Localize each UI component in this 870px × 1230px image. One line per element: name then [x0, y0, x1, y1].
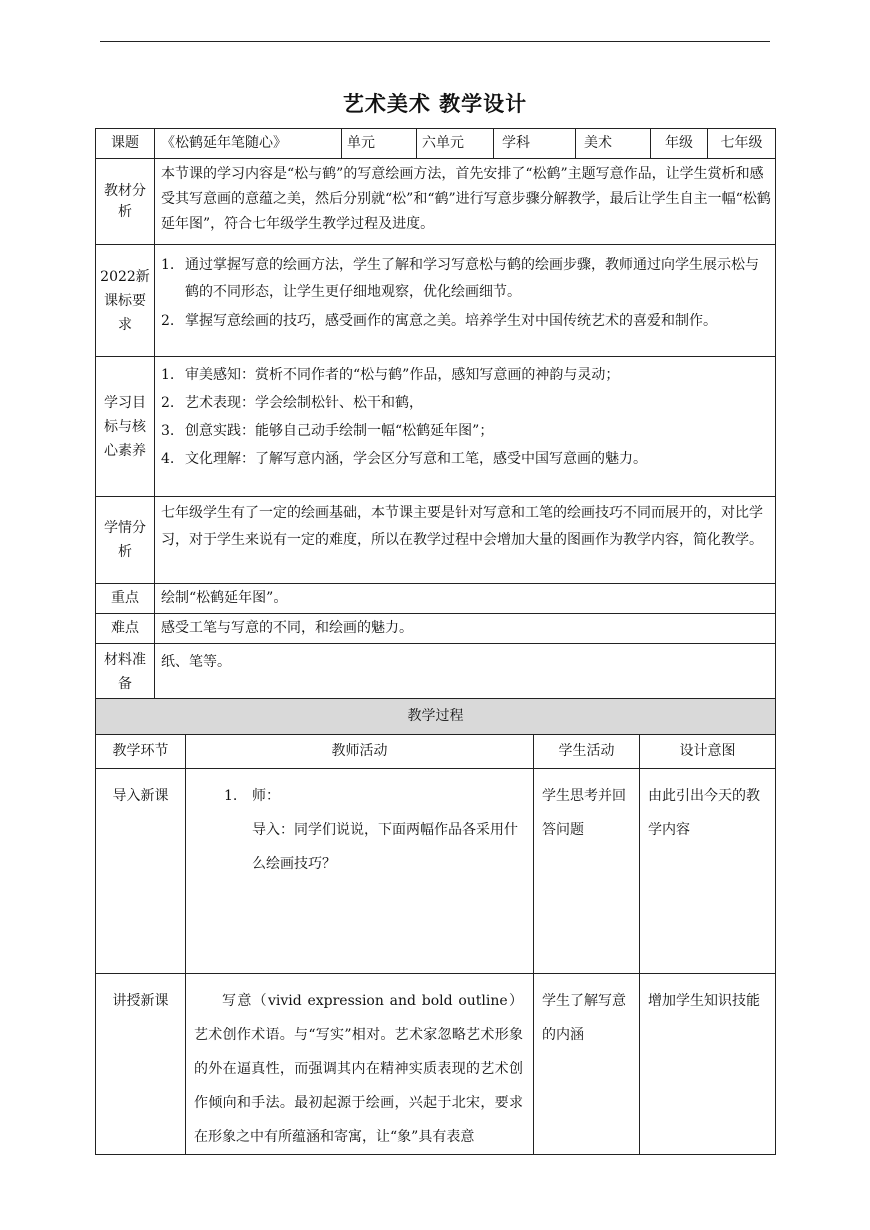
- teacher-text: 导入：同学们说说，下面两幅作品各采用什么绘画技巧？: [252, 822, 518, 872]
- column-header: 设计意图: [640, 735, 776, 769]
- item-number: 2.: [161, 313, 175, 329]
- objectives-cell: [155, 357, 776, 497]
- teacher-activity-block: [186, 769, 533, 881]
- process-title: 教学过程: [96, 699, 776, 735]
- column-header: 学生活动: [534, 735, 640, 769]
- topic-label: 课题: [96, 129, 155, 159]
- standards-label: 2022新课标要求: [96, 245, 155, 357]
- student-activity-cell: 学生思考并回答问题: [534, 769, 640, 974]
- materials-label: 材料准备: [96, 644, 155, 700]
- lesson-info-table: [95, 128, 776, 700]
- process-header-row: [96, 735, 776, 769]
- key-point-row: [96, 584, 776, 614]
- item-number: 1.: [161, 257, 175, 273]
- column-header: 教师活动: [186, 735, 534, 769]
- table-row: [96, 974, 776, 1155]
- standards-cell: [155, 245, 776, 357]
- process-title-row: [96, 699, 776, 735]
- item-number: 1.: [224, 788, 238, 804]
- table-row: [96, 769, 776, 974]
- list-item: [161, 445, 771, 473]
- material-analysis-row: [96, 159, 776, 245]
- teaching-process-table: [95, 698, 776, 1155]
- grade-label: 年级: [651, 129, 708, 159]
- subject-value: 美术: [576, 129, 651, 159]
- list-item: [161, 417, 771, 445]
- unit-label: 单元: [342, 129, 417, 159]
- unit-value: 六单元: [417, 129, 494, 159]
- grade-value: 七年级: [708, 129, 776, 159]
- document-title: 艺术美术 教学设计: [342, 92, 528, 116]
- student-activity-cell: 学生了解写意的内涵: [534, 974, 640, 1155]
- subject-label: 学科: [494, 129, 576, 159]
- material-analysis-label: 教材分析: [96, 159, 155, 245]
- item-text: 审美感知：赏析不同作者的“松与鹤”作品，感知写意画的神韵与灵动；: [185, 367, 620, 383]
- item-number: 3.: [161, 423, 175, 439]
- item-number: 4.: [161, 451, 175, 467]
- difficulty-label: 难点: [96, 614, 155, 644]
- item-text: 艺术表现：学会绘制松针、松干和鹤，: [185, 395, 423, 411]
- key-point-label: 重点: [96, 584, 155, 614]
- student-analysis-row: [96, 497, 776, 584]
- stage-cell: 讲授新课: [96, 974, 186, 1155]
- design-intent-cell: 增加学生知识技能: [640, 974, 776, 1155]
- list-item: [161, 308, 771, 335]
- objectives-list: [155, 357, 775, 473]
- materials-text: 纸、笔等。: [155, 644, 776, 700]
- teacher-activity-cell: 写意（vivid expression and bold outline）艺术创作术语。与“写实”相对。艺术家忽略艺术形象的外在逼真性，而强调其内在精神实质表现的艺术创作倾向和手法。最初起源于绘画，兴起于北宋，要求在形象之中有所蕴涵和寄寓，让“象”具有表意: [186, 974, 534, 1155]
- key-point-text: 绘制“松鹤延年图”。: [155, 584, 776, 614]
- list-item: [161, 389, 771, 417]
- info-row: [96, 129, 776, 159]
- list-item: [161, 361, 771, 389]
- standards-row: [96, 245, 776, 357]
- item-number: 1.: [161, 367, 175, 383]
- item-text: 文化理解：了解写意内涵，学会区分写意和工笔，感受中国写意画的魅力。: [185, 451, 647, 467]
- material-analysis-text: 本节课的学习内容是“松与鹤”的写意绘画方法，首先安排了“松鹤”主题写意作品，让学生赏析和感受其写意画的意蕴之美，然后分别就“松”和“鹤”进行写意步骤分解教学，最后让学生自主一幅“松鹤延年图”，符合七年级学生教学过程及进度。: [155, 159, 776, 245]
- stage-cell: 导入新课: [96, 769, 186, 974]
- list-item: [161, 252, 771, 306]
- header-rule: [100, 41, 770, 42]
- item-text: 掌握写意绘画的技巧，感受画作的寓意之美。培养学生对中国传统艺术的喜爱和制作。: [185, 313, 717, 329]
- teacher-lead: 师：: [252, 788, 280, 804]
- item-text: 创意实践：能够自己动手绘制一幅“松鹤延年图”；: [185, 423, 494, 439]
- column-header: 教学环节: [96, 735, 186, 769]
- objectives-row: [96, 357, 776, 497]
- difficulty-row: [96, 614, 776, 644]
- student-analysis-label: 学情分析: [96, 497, 155, 584]
- materials-row: [96, 644, 776, 700]
- student-analysis-text: 七年级学生有了一定的绘画基础，本节课主要是针对写意和工笔的绘画技巧不同而展开的，对比学习，对于学生来说有一定的难度，所以在教学过程中会增加大量的图画作为教学内容，简化教学。: [155, 497, 776, 584]
- teacher-activity-cell: [186, 769, 534, 974]
- item-text: 通过掌握写意的绘画方法，学生了解和学习写意松与鹤的绘画步骤，教师通过向学生展示松与鹤的不同形态，让学生更仔细地观察，优化绘画细节。: [185, 257, 759, 300]
- difficulty-text: 感受工笔与写意的不同，和绘画的魅力。: [155, 614, 776, 644]
- objectives-label: 学习目标与核心素养: [96, 357, 155, 497]
- topic-value: 《松鹤延年笔随心》: [155, 129, 342, 159]
- item-number: 2.: [161, 395, 175, 411]
- design-intent-cell: 由此引出今天的教学内容: [640, 769, 776, 974]
- standards-list: [155, 245, 775, 335]
